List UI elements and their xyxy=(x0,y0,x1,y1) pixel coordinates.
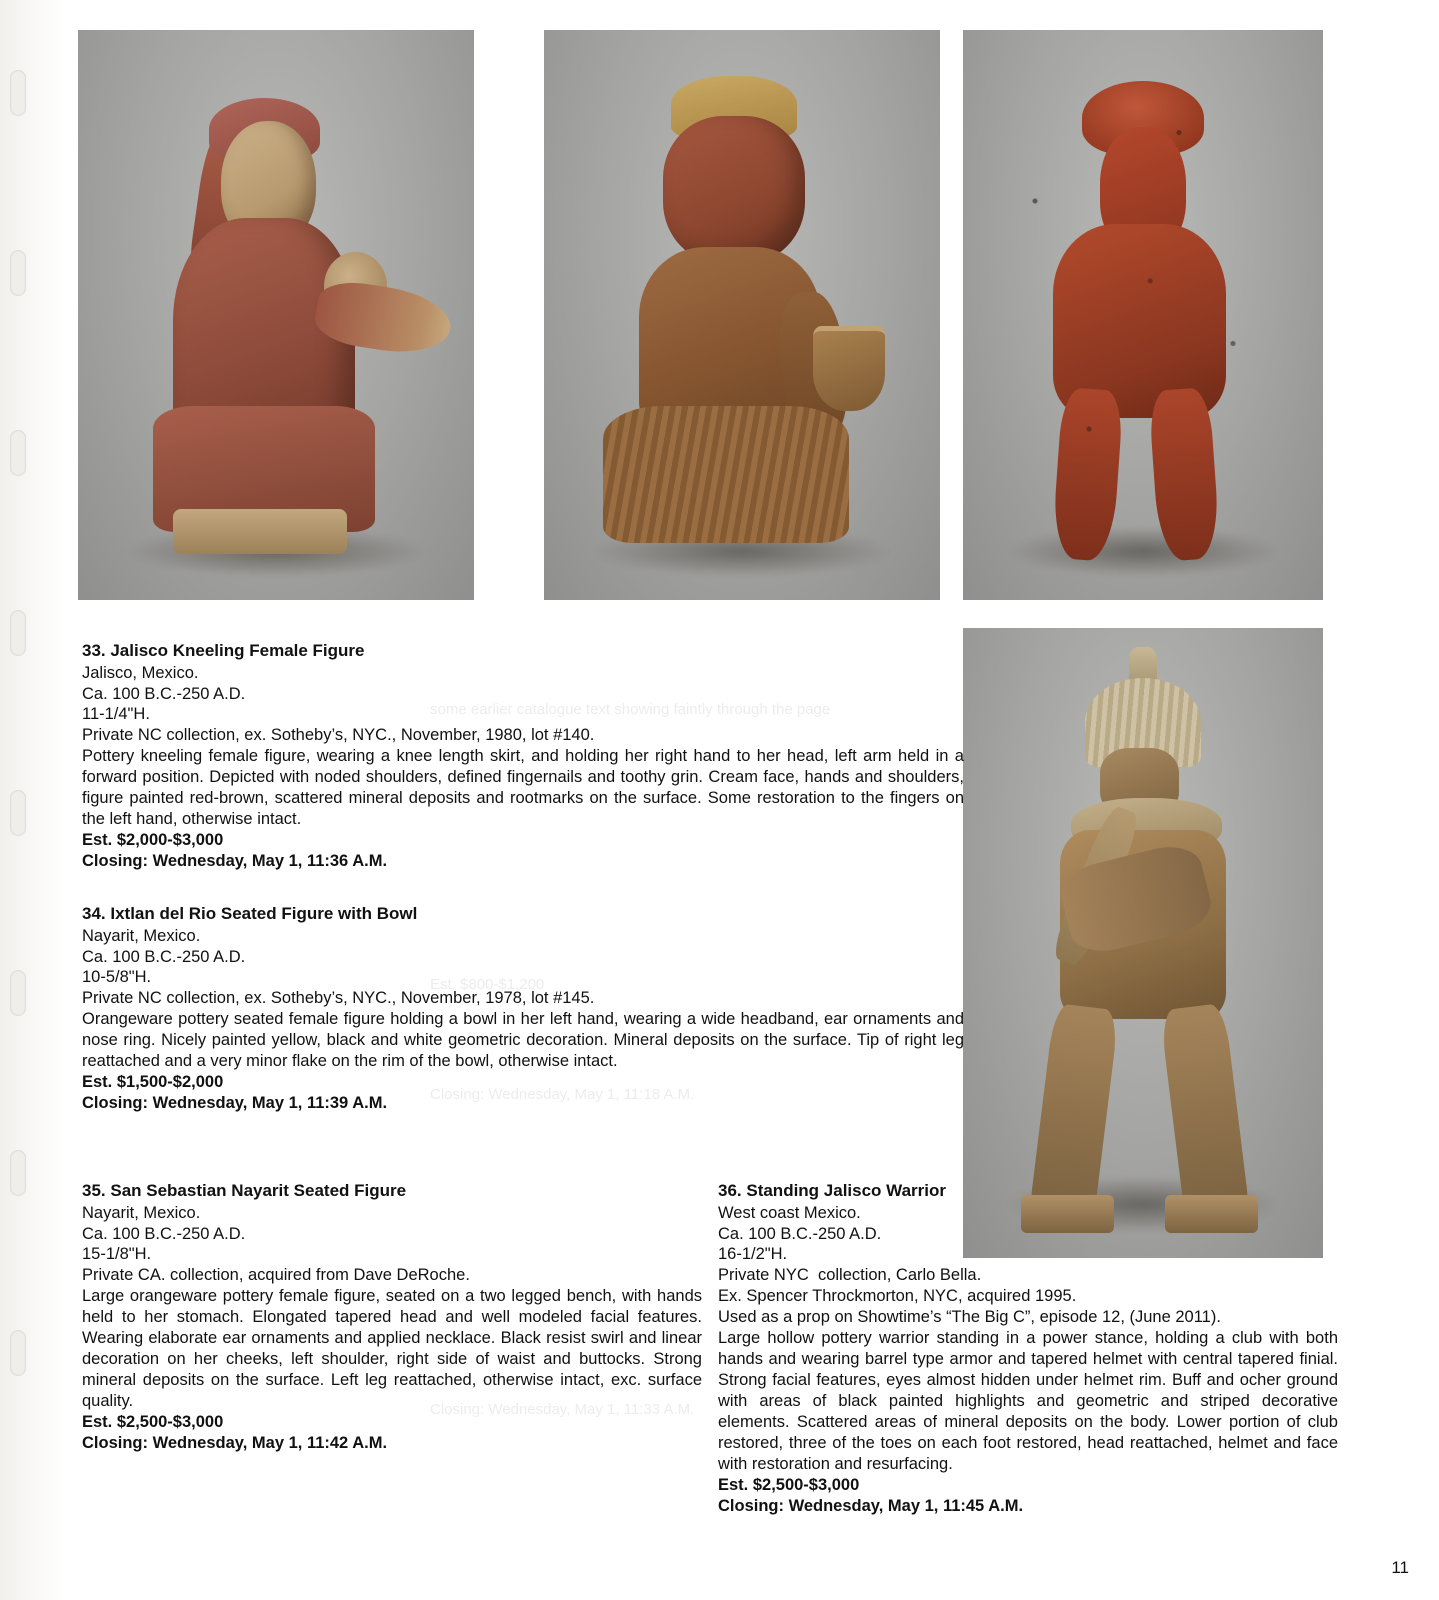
lot-height: 10-5/8"H. xyxy=(82,968,152,987)
lot-provenance: Private NYC collection, Carlo Bella. xyxy=(718,1266,982,1285)
lot-estimate: Est. $2,000-$3,000 xyxy=(82,831,224,850)
binding-hole xyxy=(10,1330,26,1376)
photo-standing-jalisco-warrior xyxy=(963,628,1323,1258)
binding-hole xyxy=(10,70,26,116)
catalogue-entry-35 xyxy=(82,1180,702,1454)
binding-hole xyxy=(10,250,26,296)
photo-san-sebastian-nayarit-seated-figure xyxy=(963,30,1323,600)
lot-provenance: Private NC collection, ex. Sotheby’s, NYC., November, 1978, lot #145. xyxy=(82,989,595,1008)
lot-estimate: Est. $1,500-$2,000 xyxy=(82,1073,224,1092)
lot-provenance: Private CA. collection, acquired from Dave DeRoche. xyxy=(82,1266,470,1285)
figure-legs xyxy=(603,406,849,543)
lot-origin: Jalisco, Mexico. xyxy=(82,663,199,682)
lot-date: Ca. 100 B.C.-250 A.D. xyxy=(82,947,246,966)
catalogue-entry-33 xyxy=(82,640,964,872)
lot-description: Large orangeware pottery female figure, seated on a two legged bench, with hands held to her stomach. Elongated tapered head and well modeled facial features. Wearing elaborate ear ornaments and applied necklace. Black resist swirl and linear decoration on her cheeks, left shoulder, right side of waist and buttocks. Strong mineral deposits on the surface. Left leg reattached, otherwise intact, exc. surface quality. xyxy=(82,1287,702,1411)
figure-base xyxy=(173,509,347,555)
binding-hole xyxy=(10,430,26,476)
lot-provenance-secondary: Ex. Spencer Throckmorton, NYC, acquired 1995. xyxy=(718,1287,1077,1306)
catalogue-entry-34 xyxy=(82,903,964,1114)
show-through-text: some earlier catalogue text showing faintly through the page xyxy=(430,701,831,718)
lot-height: 16-1/2"H. xyxy=(718,1245,788,1264)
lot-date: Ca. 100 B.C.-250 A.D. xyxy=(718,1224,882,1243)
lot-closing-time: Closing: Wednesday, May 1, 11:42 A.M. xyxy=(82,1434,388,1453)
lot-title: 34. Ixtlan del Rio Seated Figure with Bowl xyxy=(82,904,418,923)
lot-origin: Nayarit, Mexico. xyxy=(82,926,201,945)
lot-origin: Nayarit, Mexico. xyxy=(82,1203,201,1222)
lot-title: 35. San Sebastian Nayarit Seated Figure xyxy=(82,1181,407,1200)
lot-closing-time: Closing: Wednesday, May 1, 11:45 A.M. xyxy=(718,1496,1024,1515)
lot-estimate: Est. $2,500-$3,000 xyxy=(82,1413,224,1432)
show-through-text: Closing: Wednesday, May 1, 11:18 A.M. xyxy=(430,1086,695,1103)
show-through-text: Closing: Wednesday, May 1, 11:33 A.M. xyxy=(430,1401,695,1418)
photo-jalisco-kneeling-female xyxy=(78,30,474,600)
lot-description: Pottery kneeling female figure, wearing a knee length skirt, and holding her right hand to her head, left arm held in a forward position. Depicted with noded shoulders, defined fingernails and toothy grin. Cream face, hands and shoulders, figure painted red-brown, scattered mineral deposits and rootmarks on the surface. Some restoration to the fingers on the left hand, otherwise intact. xyxy=(82,747,964,829)
lot-height: 15-1/8"H. xyxy=(82,1245,152,1264)
lot-description: Large hollow pottery warrior standing in a power stance, holding a club with both hands and wearing barrel type armor and tapered helmet with central tapered finial. Strong facial features, eyes almost hidden under helmet rim. Buff and ocher ground with areas of black painted highlights and geometric and striped decorative elements. Scattered areas of mineral deposits on the body. Lower portion of club restored, three of the toes on each foot restored, head reattached, helmet and face with restoration and resurfacing. xyxy=(718,1329,1338,1474)
lot-closing-time: Closing: Wednesday, May 1, 11:39 A.M. xyxy=(82,1094,388,1113)
binding-hole xyxy=(10,970,26,1016)
lot-date: Ca. 100 B.C.-250 A.D. xyxy=(82,1224,246,1243)
lot-provenance-note: Used as a prop on Showtime’s “The Big C”, episode 12, (June 2011). xyxy=(718,1308,1221,1327)
lot-description: Orangeware pottery seated female figure holding a bowl in her left hand, wearing a wide headband, ear ornaments and nose ring. Nicely painted yellow, black and white geometric decoration. Mineral deposits on the surface. Tip of right leg reattached and a very minor flake on the rim of the bowl, otherwise intact. xyxy=(82,1010,964,1071)
page-number: 11 xyxy=(1391,1558,1409,1577)
figure-bowl xyxy=(813,326,884,411)
lot-title: 36. Standing Jalisco Warrior xyxy=(718,1181,946,1200)
lot-origin: West coast Mexico. xyxy=(718,1203,861,1222)
lot-closing-time: Closing: Wednesday, May 1, 11:36 A.M. xyxy=(82,852,388,871)
lot-provenance: Private NC collection, ex. Sotheby’s, NYC., November, 1980, lot #140. xyxy=(82,726,595,745)
show-through-text: Est. $800-$1,200 xyxy=(430,976,545,993)
binding-hole xyxy=(10,610,26,656)
lot-height: 11-1/4"H. xyxy=(82,705,150,724)
lot-title: 33. Jalisco Kneeling Female Figure xyxy=(82,641,365,660)
binding-hole xyxy=(10,790,26,836)
figure-mineral-deposits xyxy=(963,30,1323,600)
figure-head xyxy=(663,116,806,264)
lot-date: Ca. 100 B.C.-250 A.D. xyxy=(82,684,246,703)
binding-hole xyxy=(10,1150,26,1196)
photo-ixtlan-del-rio-seated-figure xyxy=(544,30,940,600)
catalogue-entry-36 xyxy=(718,1180,1338,1517)
lot-estimate: Est. $2,500-$3,000 xyxy=(718,1475,860,1494)
